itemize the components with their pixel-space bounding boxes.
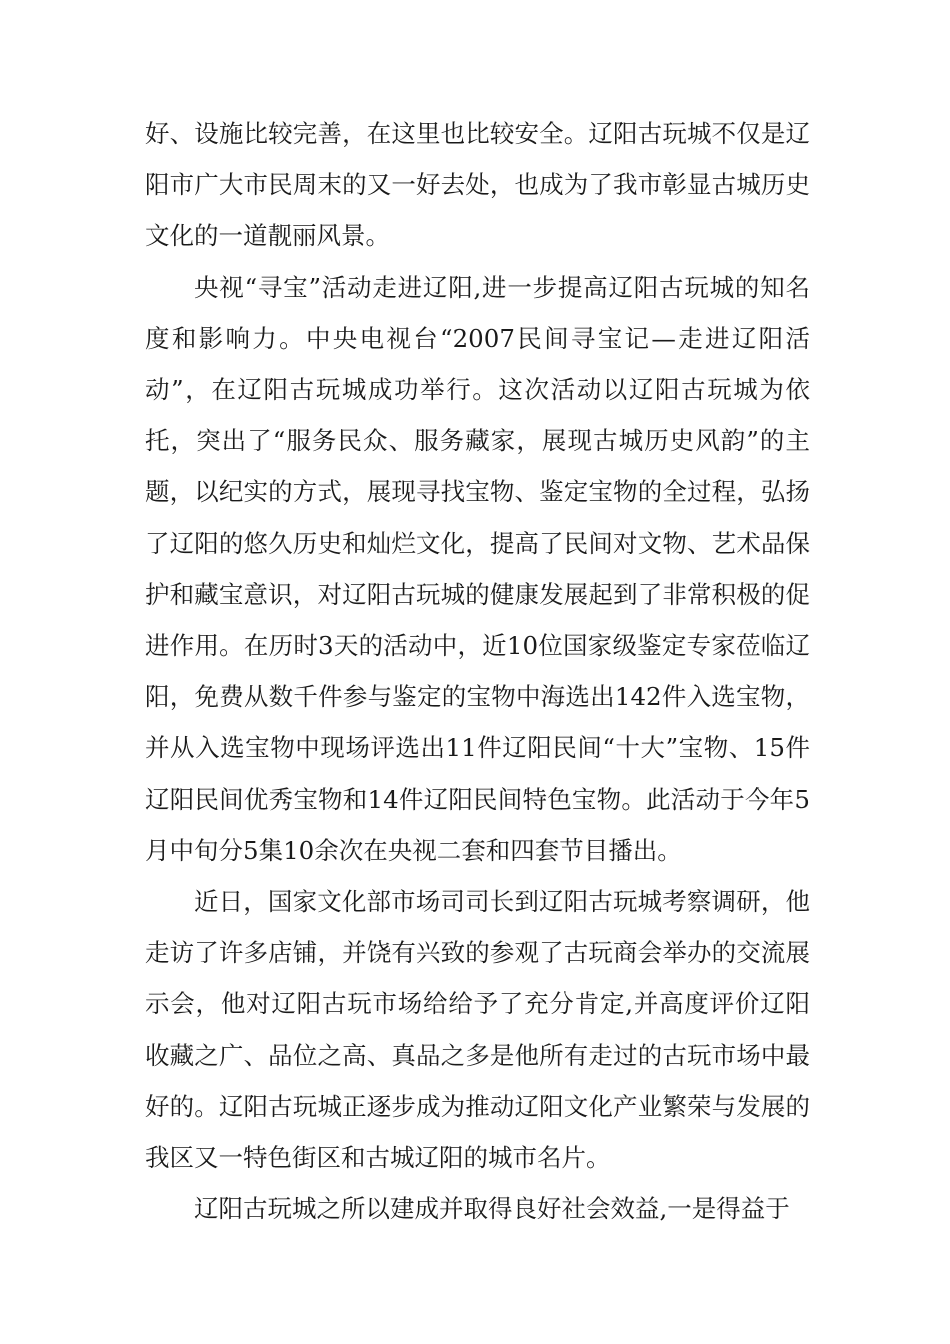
paragraph-4: 辽阳古玩城之所以建成并取得良好社会效益,一是得益于 xyxy=(194,1194,790,1224)
paragraph-3: 近日，国家文化部市场司司长到辽阳古玩城考察调研，他走访了许多店铺，并饶有兴致的参观了古玩商会举办的交流展示会，他对辽阳古玩市场给给予了充分肯定,并高度评价辽阳收藏之广、品位之高、真品之多是他所有走过的古玩市场中最好的。辽阳古玩城正逐步成为推动辽阳文化产业繁荣与发展的我区又一特色街区和古城辽阳的城市名片。 xyxy=(145,887,810,1173)
paragraph-1: 好、设施比较完善，在这里也比较安全。辽阳古玩城不仅是辽阳市广大市民周末的又一好去处，也成为了我市彰显古城历史文化的一道靓丽风景。 xyxy=(145,119,810,251)
paragraph-2: 央视“寻宝”活动走进辽阳,进一步提高辽阳古玩城的知名度和影响力。中央电视台“2007民间寻宝记—走进辽阳活动”，在辽阳古玩城成功举行。这次活动以辽阳古玩城为依托，突出了“服务民众、服务藏家，展现古城历史风韵”的主题，以纪实的方式，展现寻找宝物、鉴定宝物的全过程，弘扬了辽阳的悠久历史和灿烂文化，提高了民间对文物、艺术品保护和藏宝意识，对辽阳古玩城的健康发展起到了非常积极的促进作用。在历时3天的活动中，近10位国家级鉴定专家莅临辽阳，免费从数千件参与鉴定的宝物中海选出142件入选宝物，并从入选宝物中现场评选出11件辽阳民间“十大”宝物、15件辽阳民间优秀宝物和14件辽阳民间特色宝物。此活动于今年5月中旬分5集10余次在央视二套和四套节目播出。 xyxy=(145,272,810,865)
document-body xyxy=(145,108,810,1234)
